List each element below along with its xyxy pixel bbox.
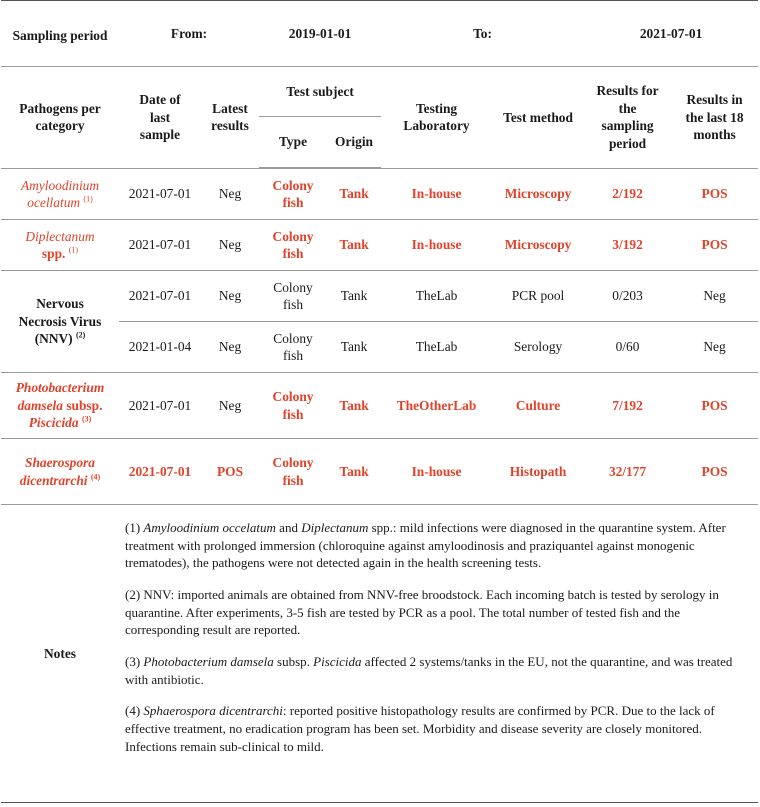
pathogen-name: Necrosis Virus — [18, 313, 102, 329]
period-result-cell: 3/192 — [584, 220, 671, 271]
latest-cell: POS — [201, 439, 259, 505]
origin-cell: Tank — [327, 220, 381, 271]
pathogen-name: Shaerospora — [25, 455, 95, 471]
footnote-ref: (3) — [81, 414, 92, 424]
lab-cell: In-house — [381, 439, 492, 505]
note-text: Amyloodinium occelatum — [143, 520, 276, 535]
method-cell: Culture — [492, 373, 584, 439]
pathogen-cell — [1, 169, 119, 220]
method-cell: Serology — [492, 322, 584, 373]
type-cell — [259, 439, 327, 505]
origin-cell: Tank — [327, 271, 381, 322]
note-text: Diplectanum — [301, 520, 369, 535]
header-latest-results: Latest results — [211, 100, 249, 134]
date-cell: 2021-07-01 — [119, 220, 201, 271]
header-results-period: Results for the sampling period — [596, 83, 659, 151]
period-result-cell: 7/192 — [584, 373, 671, 439]
pathogen-name: spp. — [41, 246, 66, 261]
period-result-cell: 0/60 — [584, 322, 671, 373]
from-label: From: — [119, 1, 259, 67]
type-text: Colony — [272, 228, 314, 244]
type-text: Colony — [273, 279, 313, 295]
type-text: fish — [282, 297, 304, 312]
latest-cell: Neg — [201, 322, 259, 373]
note-3 — [125, 653, 746, 688]
header-date-last-sample: Date of last sample — [139, 92, 181, 142]
note-text: Piscicida — [313, 654, 362, 670]
table-row — [1, 220, 758, 271]
lab-cell: TheOtherLab — [381, 373, 492, 439]
footnote-ref: (4) — [90, 472, 101, 482]
type-cell — [259, 220, 327, 271]
lab-cell: TheLab — [381, 271, 492, 322]
sampling-period-row — [1, 1, 758, 67]
footnote-ref: (1) — [68, 245, 79, 255]
note-2: (2) NNV: imported animals are obtained from NNV-free broodstock. Each incoming batch is tested by serology in quarantine. After experiments, 3-5 fish are tested by PCR as a pool. The total number of tested fish and the corresponding result are reported. — [125, 587, 719, 638]
origin-cell: Tank — [327, 322, 381, 373]
header-testing-laboratory: Testing Laboratory — [403, 100, 470, 134]
header-results-18-months: Results in the last 18 months — [685, 92, 744, 142]
note-text: Sphaerospora dicentrarchi — [143, 703, 283, 719]
date-cell: 2021-07-01 — [119, 271, 201, 322]
last18-result-cell: POS — [671, 439, 758, 505]
type-cell — [259, 373, 327, 439]
header-row-1 — [1, 67, 758, 117]
period-result-cell: 2/192 — [584, 169, 671, 220]
pathogen-name: Amyloodinium — [20, 177, 100, 193]
note-text: (4) — [125, 703, 144, 719]
table-row — [1, 271, 758, 322]
note-text: (3) — [125, 654, 144, 670]
last18-result-cell: Neg — [671, 271, 758, 322]
date-cell: 2021-07-01 — [119, 373, 201, 439]
header-type: Type — [259, 117, 327, 168]
last18-result-cell: POS — [671, 220, 758, 271]
last18-result-cell: POS — [671, 169, 758, 220]
to-value: 2021-07-01 — [584, 1, 758, 67]
period-result-cell: 32/177 — [584, 439, 671, 505]
origin-cell: Tank — [327, 439, 381, 505]
table-row — [1, 373, 758, 439]
sampling-period-label: Sampling period — [1, 1, 119, 67]
from-value: 2019-01-01 — [259, 1, 381, 67]
type-cell — [259, 271, 327, 322]
table-row — [1, 169, 758, 220]
origin-cell: Tank — [327, 373, 381, 439]
pathogen-name: subsp. — [66, 397, 103, 413]
note-1 — [125, 519, 746, 572]
lab-cell: TheLab — [381, 322, 492, 373]
type-text: fish — [282, 348, 304, 363]
note-text: affected 2 systems/tanks in the EU, not the quarantine, and was treated with antibiotic. — [125, 654, 733, 687]
date-cell: 2021-07-01 — [119, 439, 201, 505]
note-text: (1) — [125, 520, 144, 535]
type-text: fish — [282, 406, 304, 422]
table-row — [1, 439, 758, 505]
note-text: and — [275, 520, 302, 535]
period-result-cell: 0/203 — [584, 271, 671, 322]
note-text: spp.: mild infections were diagnosed in the quarantine system. After treatment with prolonged immersion (chloroquine against amyloodinosis and praziquantel against monogenic trematodes), the pathogens were not detected again in the health screening tests. — [125, 520, 726, 571]
notes-body — [119, 505, 758, 803]
date-cell: 2021-07-01 — [119, 169, 201, 220]
method-cell: Microscopy — [492, 169, 584, 220]
type-cell — [259, 169, 327, 220]
footnote-ref: (1) — [83, 194, 93, 204]
method-cell: Microscopy — [492, 220, 584, 271]
surveillance-table — [1, 0, 758, 803]
note-text: subsp. — [273, 654, 314, 670]
pathogen-name: dicentrarchi — [19, 472, 88, 488]
note-text: Photobacterium damsela — [143, 654, 274, 670]
pathogen-name: Nervous — [36, 296, 84, 312]
last18-result-cell: Neg — [671, 322, 758, 373]
type-text: Colony — [273, 330, 313, 346]
pathogen-cell — [1, 373, 119, 439]
header-test-subject: Test subject — [259, 67, 381, 117]
method-cell: Histopath — [492, 439, 584, 505]
last18-result-cell: POS — [671, 373, 758, 439]
type-text: fish — [282, 472, 304, 488]
pathogen-name: Photobacterium — [15, 380, 105, 396]
type-cell — [259, 322, 327, 373]
type-text: Colony — [272, 177, 314, 193]
date-cell: 2021-01-04 — [119, 322, 201, 373]
notes-row — [1, 505, 758, 803]
latest-cell: Neg — [201, 373, 259, 439]
header-pathogens: Pathogens per category — [19, 100, 101, 134]
pathogen-name: Piscicida — [28, 415, 79, 431]
pathogen-name: damsela — [17, 397, 63, 413]
type-text: Colony — [272, 455, 314, 471]
notes-label: Notes — [1, 505, 119, 803]
method-cell: PCR pool — [492, 271, 584, 322]
note-4 — [125, 702, 746, 755]
pathogen-cell — [1, 220, 119, 271]
latest-cell: Neg — [201, 271, 259, 322]
pathogen-name: (NNV) — [34, 331, 73, 347]
lab-cell: In-house — [381, 220, 492, 271]
type-text: fish — [282, 195, 304, 210]
type-text: Colony — [272, 389, 314, 405]
lab-cell: In-house — [381, 169, 492, 220]
pathogen-name: Diplectanum — [25, 228, 95, 244]
latest-cell: Neg — [201, 169, 259, 220]
footnote-ref: (2) — [75, 330, 86, 340]
to-label: To: — [381, 1, 584, 67]
pathogen-cell — [1, 439, 119, 505]
header-test-method: Test method — [503, 109, 573, 125]
note-text: : reported positive histopathology results are confirmed by PCR. Due to the lack of effective treatment, no eradication program has been set. Morbidity and disease severity are closely monitored. Infections remain sub-clinical to mild. — [125, 703, 715, 754]
pathogen-name: ocellatum — [27, 195, 81, 210]
latest-cell: Neg — [201, 220, 259, 271]
header-origin: Origin — [327, 117, 381, 168]
type-text: fish — [282, 246, 304, 261]
pathogen-cell — [1, 271, 119, 373]
origin-cell: Tank — [327, 169, 381, 220]
